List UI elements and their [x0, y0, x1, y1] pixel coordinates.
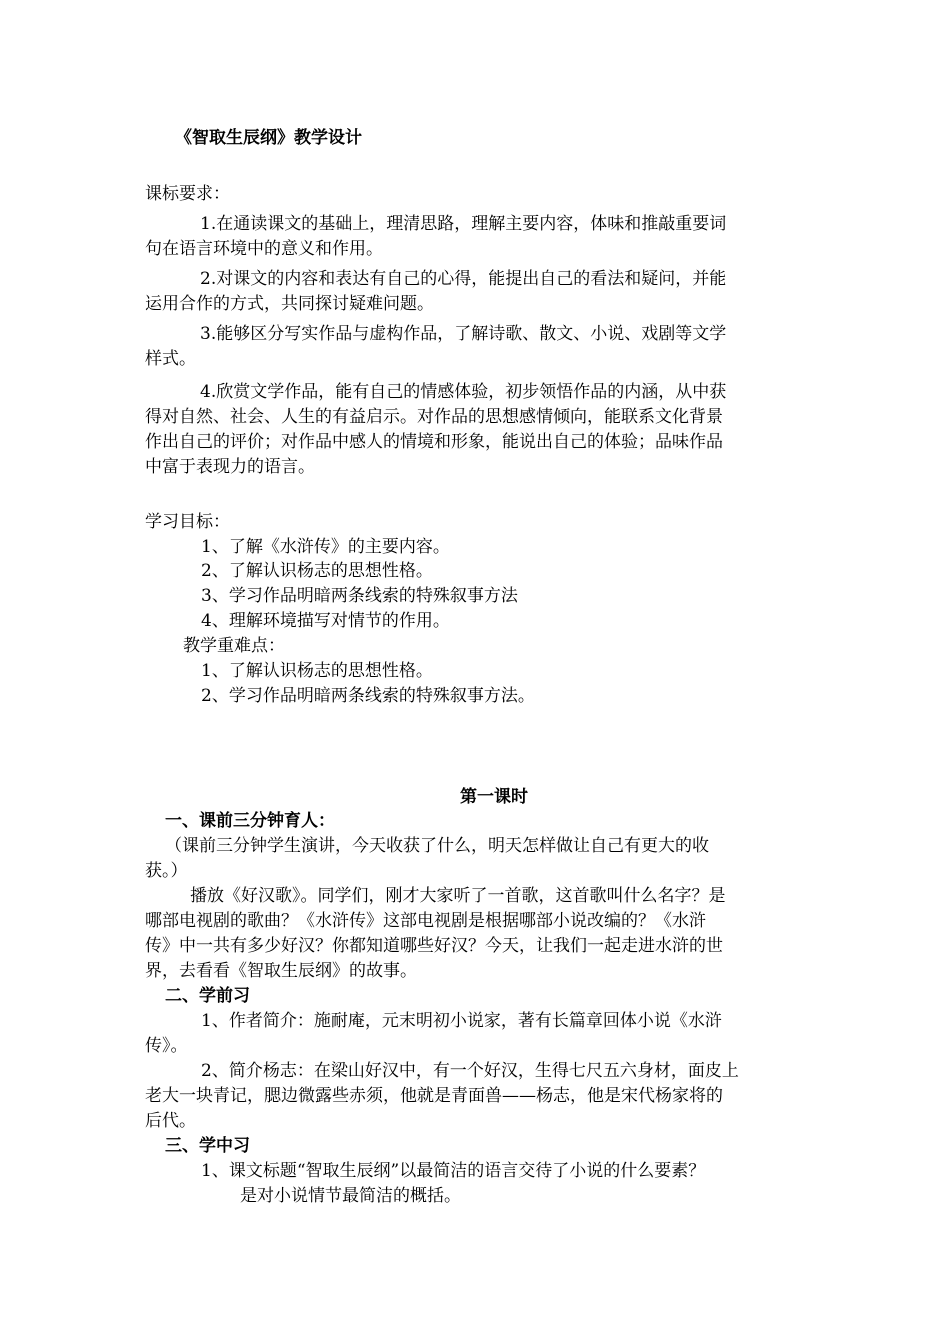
section-3-heading: 三、学中习 [165, 1136, 250, 1156]
section-3-answer-1: 是对小说情节最简洁的概括。 [240, 1186, 461, 1206]
curriculum-item-2-line-1: 2.对课文的内容和表达有自己的心得，能提出自己的看法和疑问，并能 [200, 269, 727, 289]
keypoint-1: 1、了解认识杨志的思想性格。 [201, 661, 433, 681]
goal-2: 2、了解认识杨志的思想性格。 [201, 561, 433, 581]
goal-1: 1、了解《水浒传》的主要内容。 [201, 537, 450, 557]
keypoints-heading: 教学重难点： [183, 636, 285, 656]
section-2-para-2-line-3: 后代。 [145, 1111, 196, 1131]
section-2-para-1-line-1: 1、作者简介：施耐庵，元末明初小说家，著有长篇章回体小说《水浒 [201, 1011, 722, 1031]
keypoint-2: 2、学习作品明暗两条线索的特殊叙事方法。 [201, 686, 535, 706]
lesson-heading: 第一课时 [460, 787, 528, 807]
section-3-question-1: 1、课文标题“智取生辰纲”以最简洁的语言交待了小说的什么要素？ [201, 1161, 706, 1181]
curriculum-item-3-line-2: 样式。 [145, 349, 196, 369]
section-1-heading: 一、课前三分钟育人： [165, 811, 335, 831]
curriculum-item-2-line-2: 运用合作的方式，共同探讨疑难问题。 [145, 294, 434, 314]
section-1-para-2-line-3: 传》中一共有多少好汉？你都知道哪些好汉？今天，让我们一起走进水浒的世 [145, 936, 723, 956]
section-1-para-1-line-2: 获。） [145, 861, 188, 881]
curriculum-heading: 课标要求： [145, 184, 230, 204]
goal-4: 4、理解环境描写对情节的作用。 [201, 611, 450, 631]
doc-title: 《智取生辰纲》教学设计 [175, 128, 362, 148]
section-1-para-2-line-2: 哪部电视剧的歌曲？《水浒传》这部电视剧是根据哪部小说改编的？《水浒 [145, 911, 706, 931]
section-1-para-1-line-1: （课前三分钟学生演讲，今天收获了什么，明天怎样做让自己有更大的收 [165, 836, 709, 856]
curriculum-item-4-line-4: 中富于表现力的语言。 [145, 457, 315, 477]
goal-3: 3、学习作品明暗两条线索的特殊叙事方法 [201, 586, 518, 606]
curriculum-item-4-line-2: 得对自然、社会、人生的有益启示。对作品的思想感情倾向，能联系文化背景 [145, 407, 723, 427]
curriculum-item-4-line-3: 作出自己的评价；对作品中感人的情境和形象，能说出自己的体验；品味作品 [145, 432, 723, 452]
section-1-para-2-line-4: 界，去看看《智取生辰纲》的故事。 [145, 961, 417, 981]
section-1-para-2-line-1: 播放《好汉歌》。同学们，刚才大家听了一首歌，这首歌叫什么名字？是 [190, 886, 726, 906]
curriculum-item-3-line-1: 3.能够区分写实作品与虚构作品，了解诗歌、散文、小说、戏剧等文学 [200, 324, 727, 344]
section-2-para-2-line-1: 2、简介杨志：在梁山好汉中，有一个好汉，生得七尺五六身材，面皮上 [201, 1061, 739, 1081]
section-2-para-2-line-2: 老大一块青记，腮边微露些赤须，他就是青面兽——杨志，他是宋代杨家将的 [145, 1086, 723, 1106]
goals-heading: 学习目标： [145, 512, 230, 532]
curriculum-item-1-line-2: 句在语言环境中的意义和作用。 [145, 239, 383, 259]
section-2-heading: 二、学前习 [165, 986, 250, 1006]
curriculum-item-4-line-1: 4.欣赏文学作品，能有自己的情感体验，初步领悟作品的内涵，从中获 [200, 382, 727, 402]
section-2-para-1-line-2: 传》。 [145, 1036, 188, 1056]
curriculum-item-1-line-1: 1.在通读课文的基础上，理清思路，理解主要内容，体味和推敲重要词 [200, 214, 727, 234]
